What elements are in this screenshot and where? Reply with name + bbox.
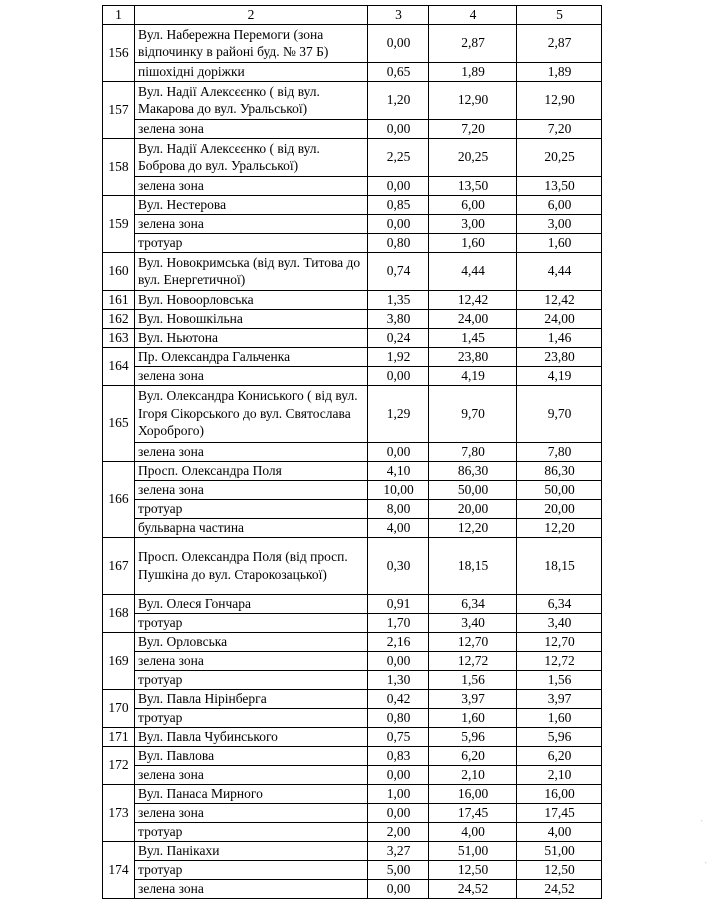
item-description: тротуар bbox=[135, 822, 368, 841]
value-col3: 0,75 bbox=[368, 727, 429, 746]
value-col4: 50,00 bbox=[429, 480, 517, 499]
value-col5: 12,42 bbox=[517, 290, 602, 309]
row-number: 168 bbox=[103, 594, 135, 632]
value-col3: 0,00 bbox=[368, 214, 429, 233]
value-col3: 0,42 bbox=[368, 689, 429, 708]
value-col3: 0,00 bbox=[368, 176, 429, 195]
table-row bbox=[103, 385, 602, 442]
value-col4: 12,20 bbox=[429, 518, 517, 537]
value-col3: 4,10 bbox=[368, 461, 429, 480]
value-col4: 13,50 bbox=[429, 176, 517, 195]
item-description: Вул. Надії Алексєєнко ( від вул. Боброва до вул. Уральської) bbox=[135, 138, 368, 176]
item-description: тротуар bbox=[135, 670, 368, 689]
row-number: 158 bbox=[103, 138, 135, 195]
value-col4: 12,90 bbox=[429, 81, 517, 119]
table-row bbox=[103, 632, 602, 651]
item-description: зелена зона bbox=[135, 765, 368, 784]
row-number: 174 bbox=[103, 841, 135, 898]
value-col3: 0,24 bbox=[368, 328, 429, 347]
value-col4: 12,42 bbox=[429, 290, 517, 309]
value-col3: 1,92 bbox=[368, 347, 429, 366]
header-cell: 3 bbox=[368, 6, 429, 25]
value-col4: 23,80 bbox=[429, 347, 517, 366]
value-col4: 3,00 bbox=[429, 214, 517, 233]
value-col3: 1,30 bbox=[368, 670, 429, 689]
value-col5: 13,50 bbox=[517, 176, 602, 195]
item-description: зелена зона bbox=[135, 480, 368, 499]
table-row bbox=[103, 347, 602, 366]
item-description: Вул. Новокримська (від вул. Титова до вул. Енергетичної) bbox=[135, 252, 368, 290]
value-col5: 24,00 bbox=[517, 309, 602, 328]
value-col5: 86,30 bbox=[517, 461, 602, 480]
row-number: 160 bbox=[103, 252, 135, 290]
item-description: Вул. Ньютона bbox=[135, 328, 368, 347]
value-col3: 2,25 bbox=[368, 138, 429, 176]
value-col5: 1,46 bbox=[517, 328, 602, 347]
row-number: 163 bbox=[103, 328, 135, 347]
row-number: 162 bbox=[103, 309, 135, 328]
row-number: 164 bbox=[103, 347, 135, 385]
item-description: зелена зона bbox=[135, 442, 368, 461]
value-col5: 6,34 bbox=[517, 594, 602, 613]
item-description: тротуар bbox=[135, 613, 368, 632]
value-col3: 0,74 bbox=[368, 252, 429, 290]
table-row bbox=[103, 518, 602, 537]
table-row bbox=[103, 594, 602, 613]
value-col3: 1,29 bbox=[368, 385, 429, 442]
row-number: 161 bbox=[103, 290, 135, 309]
value-col3: 0,30 bbox=[368, 537, 429, 594]
item-description: бульварна частина bbox=[135, 518, 368, 537]
value-col3: 0,00 bbox=[368, 765, 429, 784]
table-row bbox=[103, 81, 602, 119]
table-row bbox=[103, 537, 602, 594]
item-description: зелена зона bbox=[135, 214, 368, 233]
value-col4: 1,60 bbox=[429, 233, 517, 252]
value-col5: 12,50 bbox=[517, 860, 602, 879]
table-row bbox=[103, 195, 602, 214]
value-col4: 20,00 bbox=[429, 499, 517, 518]
value-col3: 1,35 bbox=[368, 290, 429, 309]
value-col4: 5,96 bbox=[429, 727, 517, 746]
value-col5: 3,40 bbox=[517, 613, 602, 632]
row-number: 167 bbox=[103, 537, 135, 594]
item-description: Просп. Олександра Поля (від просп. Пушкіна до вул. Старокозацької) bbox=[135, 537, 368, 594]
value-col5: 18,15 bbox=[517, 537, 602, 594]
table-row bbox=[103, 784, 602, 803]
table-row bbox=[103, 765, 602, 784]
item-description: зелена зона bbox=[135, 651, 368, 670]
value-col5: 9,70 bbox=[517, 385, 602, 442]
value-col4: 1,60 bbox=[429, 708, 517, 727]
value-col4: 24,52 bbox=[429, 879, 517, 898]
table-row bbox=[103, 328, 602, 347]
scan-speck: ˌ bbox=[700, 810, 704, 822]
value-col4: 6,00 bbox=[429, 195, 517, 214]
table-row bbox=[103, 252, 602, 290]
table-row bbox=[103, 442, 602, 461]
value-col5: 24,52 bbox=[517, 879, 602, 898]
value-col5: 6,00 bbox=[517, 195, 602, 214]
item-description: Вул. Павла Нірінберга bbox=[135, 689, 368, 708]
row-number: 165 bbox=[103, 385, 135, 461]
value-col5: 4,00 bbox=[517, 822, 602, 841]
item-description: Вул. Набережна Перемоги (зона відпочинку в районі буд. № 37 Б) bbox=[135, 24, 368, 62]
value-col5: 12,90 bbox=[517, 81, 602, 119]
table-row bbox=[103, 461, 602, 480]
table-row bbox=[103, 366, 602, 385]
value-col3: 0,00 bbox=[368, 651, 429, 670]
value-col5: 17,45 bbox=[517, 803, 602, 822]
value-col4: 86,30 bbox=[429, 461, 517, 480]
value-col3: 1,20 bbox=[368, 81, 429, 119]
table-row bbox=[103, 841, 602, 860]
table-row bbox=[103, 822, 602, 841]
item-description: Вул. Олеся Гончара bbox=[135, 594, 368, 613]
header-cell: 5 bbox=[517, 6, 602, 25]
table-row bbox=[103, 727, 602, 746]
document-table bbox=[102, 5, 602, 899]
value-col4: 4,44 bbox=[429, 252, 517, 290]
value-col3: 0,80 bbox=[368, 708, 429, 727]
value-col5: 1,60 bbox=[517, 708, 602, 727]
item-description: Пр. Олександра Гальченка bbox=[135, 347, 368, 366]
table-row bbox=[103, 746, 602, 765]
value-col4: 4,19 bbox=[429, 366, 517, 385]
table-row bbox=[103, 651, 602, 670]
value-col3: 5,00 bbox=[368, 860, 429, 879]
value-col3: 0,00 bbox=[368, 442, 429, 461]
item-description: Вул. Орловська bbox=[135, 632, 368, 651]
value-col5: 5,96 bbox=[517, 727, 602, 746]
value-col4: 7,80 bbox=[429, 442, 517, 461]
value-col3: 2,00 bbox=[368, 822, 429, 841]
value-col5: 23,80 bbox=[517, 347, 602, 366]
item-description: пішохідні доріжки bbox=[135, 62, 368, 81]
header-cell: 4 bbox=[429, 6, 517, 25]
value-col4: 6,34 bbox=[429, 594, 517, 613]
table-row bbox=[103, 290, 602, 309]
value-col5: 16,00 bbox=[517, 784, 602, 803]
item-description: тротуар bbox=[135, 860, 368, 879]
row-number: 169 bbox=[103, 632, 135, 689]
value-col4: 6,20 bbox=[429, 746, 517, 765]
value-col3: 0,80 bbox=[368, 233, 429, 252]
value-col4: 3,40 bbox=[429, 613, 517, 632]
value-col4: 1,56 bbox=[429, 670, 517, 689]
value-col4: 16,00 bbox=[429, 784, 517, 803]
value-col5: 12,20 bbox=[517, 518, 602, 537]
value-col3: 3,80 bbox=[368, 309, 429, 328]
value-col3: 8,00 bbox=[368, 499, 429, 518]
value-col5: 7,80 bbox=[517, 442, 602, 461]
value-col5: 4,44 bbox=[517, 252, 602, 290]
row-number: 173 bbox=[103, 784, 135, 841]
header-cell: 2 bbox=[135, 6, 368, 25]
value-col5: 4,19 bbox=[517, 366, 602, 385]
row-number: 159 bbox=[103, 195, 135, 252]
value-col3: 0,00 bbox=[368, 24, 429, 62]
table-row bbox=[103, 860, 602, 879]
row-number: 171 bbox=[103, 727, 135, 746]
value-col5: 2,87 bbox=[517, 24, 602, 62]
item-description: Вул. Нестерова bbox=[135, 195, 368, 214]
item-description: зелена зона bbox=[135, 803, 368, 822]
table-row bbox=[103, 309, 602, 328]
value-col4: 18,15 bbox=[429, 537, 517, 594]
item-description: тротуар bbox=[135, 499, 368, 518]
item-description: Вул. Павлова bbox=[135, 746, 368, 765]
value-col5: 7,20 bbox=[517, 119, 602, 138]
table-row bbox=[103, 689, 602, 708]
value-col5: 12,72 bbox=[517, 651, 602, 670]
header-cell: 1 bbox=[103, 6, 135, 25]
value-col3: 2,16 bbox=[368, 632, 429, 651]
value-col4: 12,72 bbox=[429, 651, 517, 670]
value-col3: 0,85 bbox=[368, 195, 429, 214]
value-col3: 1,00 bbox=[368, 784, 429, 803]
value-col3: 3,27 bbox=[368, 841, 429, 860]
item-description: Вул. Панікахи bbox=[135, 841, 368, 860]
value-col4: 1,89 bbox=[429, 62, 517, 81]
value-col4: 12,70 bbox=[429, 632, 517, 651]
table-row bbox=[103, 176, 602, 195]
value-col4: 12,50 bbox=[429, 860, 517, 879]
table-row bbox=[103, 803, 602, 822]
table-row bbox=[103, 138, 602, 176]
value-col5: 1,56 bbox=[517, 670, 602, 689]
value-col4: 17,45 bbox=[429, 803, 517, 822]
table-row bbox=[103, 119, 602, 138]
value-col4: 3,97 bbox=[429, 689, 517, 708]
table-row bbox=[103, 670, 602, 689]
value-col5: 1,60 bbox=[517, 233, 602, 252]
table-row bbox=[103, 708, 602, 727]
table-row bbox=[103, 233, 602, 252]
item-description: Вул. Новошкільна bbox=[135, 309, 368, 328]
value-col3: 0,65 bbox=[368, 62, 429, 81]
value-col4: 1,45 bbox=[429, 328, 517, 347]
value-col3: 1,70 bbox=[368, 613, 429, 632]
value-col5: 50,00 bbox=[517, 480, 602, 499]
value-col3: 4,00 bbox=[368, 518, 429, 537]
value-col5: 2,10 bbox=[517, 765, 602, 784]
item-description: Вул. Олександра Кониського ( від вул. Ігоря Сікорського до вул. Святослава Хороброго) bbox=[135, 385, 368, 442]
value-col3: 0,00 bbox=[368, 803, 429, 822]
item-description: Просп. Олександра Поля bbox=[135, 461, 368, 480]
item-description: тротуар bbox=[135, 233, 368, 252]
table-row bbox=[103, 613, 602, 632]
item-description: зелена зона bbox=[135, 879, 368, 898]
item-description: зелена зона bbox=[135, 119, 368, 138]
table-row bbox=[103, 480, 602, 499]
row-number: 156 bbox=[103, 24, 135, 81]
item-description: зелена зона bbox=[135, 366, 368, 385]
item-description: Вул. Новоорловська bbox=[135, 290, 368, 309]
value-col3: 10,00 bbox=[368, 480, 429, 499]
value-col4: 2,87 bbox=[429, 24, 517, 62]
value-col5: 20,25 bbox=[517, 138, 602, 176]
row-number: 170 bbox=[103, 689, 135, 727]
header-row bbox=[103, 6, 602, 25]
value-col5: 20,00 bbox=[517, 499, 602, 518]
item-description: зелена зона bbox=[135, 176, 368, 195]
table-row bbox=[103, 879, 602, 898]
item-description: тротуар bbox=[135, 708, 368, 727]
value-col5: 51,00 bbox=[517, 841, 602, 860]
value-col3: 0,00 bbox=[368, 366, 429, 385]
value-col5: 3,97 bbox=[517, 689, 602, 708]
value-col3: 0,83 bbox=[368, 746, 429, 765]
value-col4: 7,20 bbox=[429, 119, 517, 138]
item-description: Вул. Павла Чубинського bbox=[135, 727, 368, 746]
value-col5: 12,70 bbox=[517, 632, 602, 651]
row-number: 166 bbox=[103, 461, 135, 537]
value-col5: 1,89 bbox=[517, 62, 602, 81]
value-col3: 0,00 bbox=[368, 119, 429, 138]
value-col4: 24,00 bbox=[429, 309, 517, 328]
value-col5: 3,00 bbox=[517, 214, 602, 233]
item-description: Вул. Надії Алексєєнко ( від вул. Макарова до вул. Уральської) bbox=[135, 81, 368, 119]
table-row bbox=[103, 214, 602, 233]
row-number: 157 bbox=[103, 81, 135, 138]
value-col4: 2,10 bbox=[429, 765, 517, 784]
table-row bbox=[103, 24, 602, 62]
value-col4: 4,00 bbox=[429, 822, 517, 841]
scan-speck: ˈ bbox=[704, 860, 708, 872]
value-col4: 9,70 bbox=[429, 385, 517, 442]
value-col4: 51,00 bbox=[429, 841, 517, 860]
item-description: Вул. Панаса Мирного bbox=[135, 784, 368, 803]
value-col4: 20,25 bbox=[429, 138, 517, 176]
value-col3: 0,00 bbox=[368, 879, 429, 898]
row-number: 172 bbox=[103, 746, 135, 784]
value-col3: 0,91 bbox=[368, 594, 429, 613]
table-row bbox=[103, 62, 602, 81]
table-row bbox=[103, 499, 602, 518]
value-col5: 6,20 bbox=[517, 746, 602, 765]
